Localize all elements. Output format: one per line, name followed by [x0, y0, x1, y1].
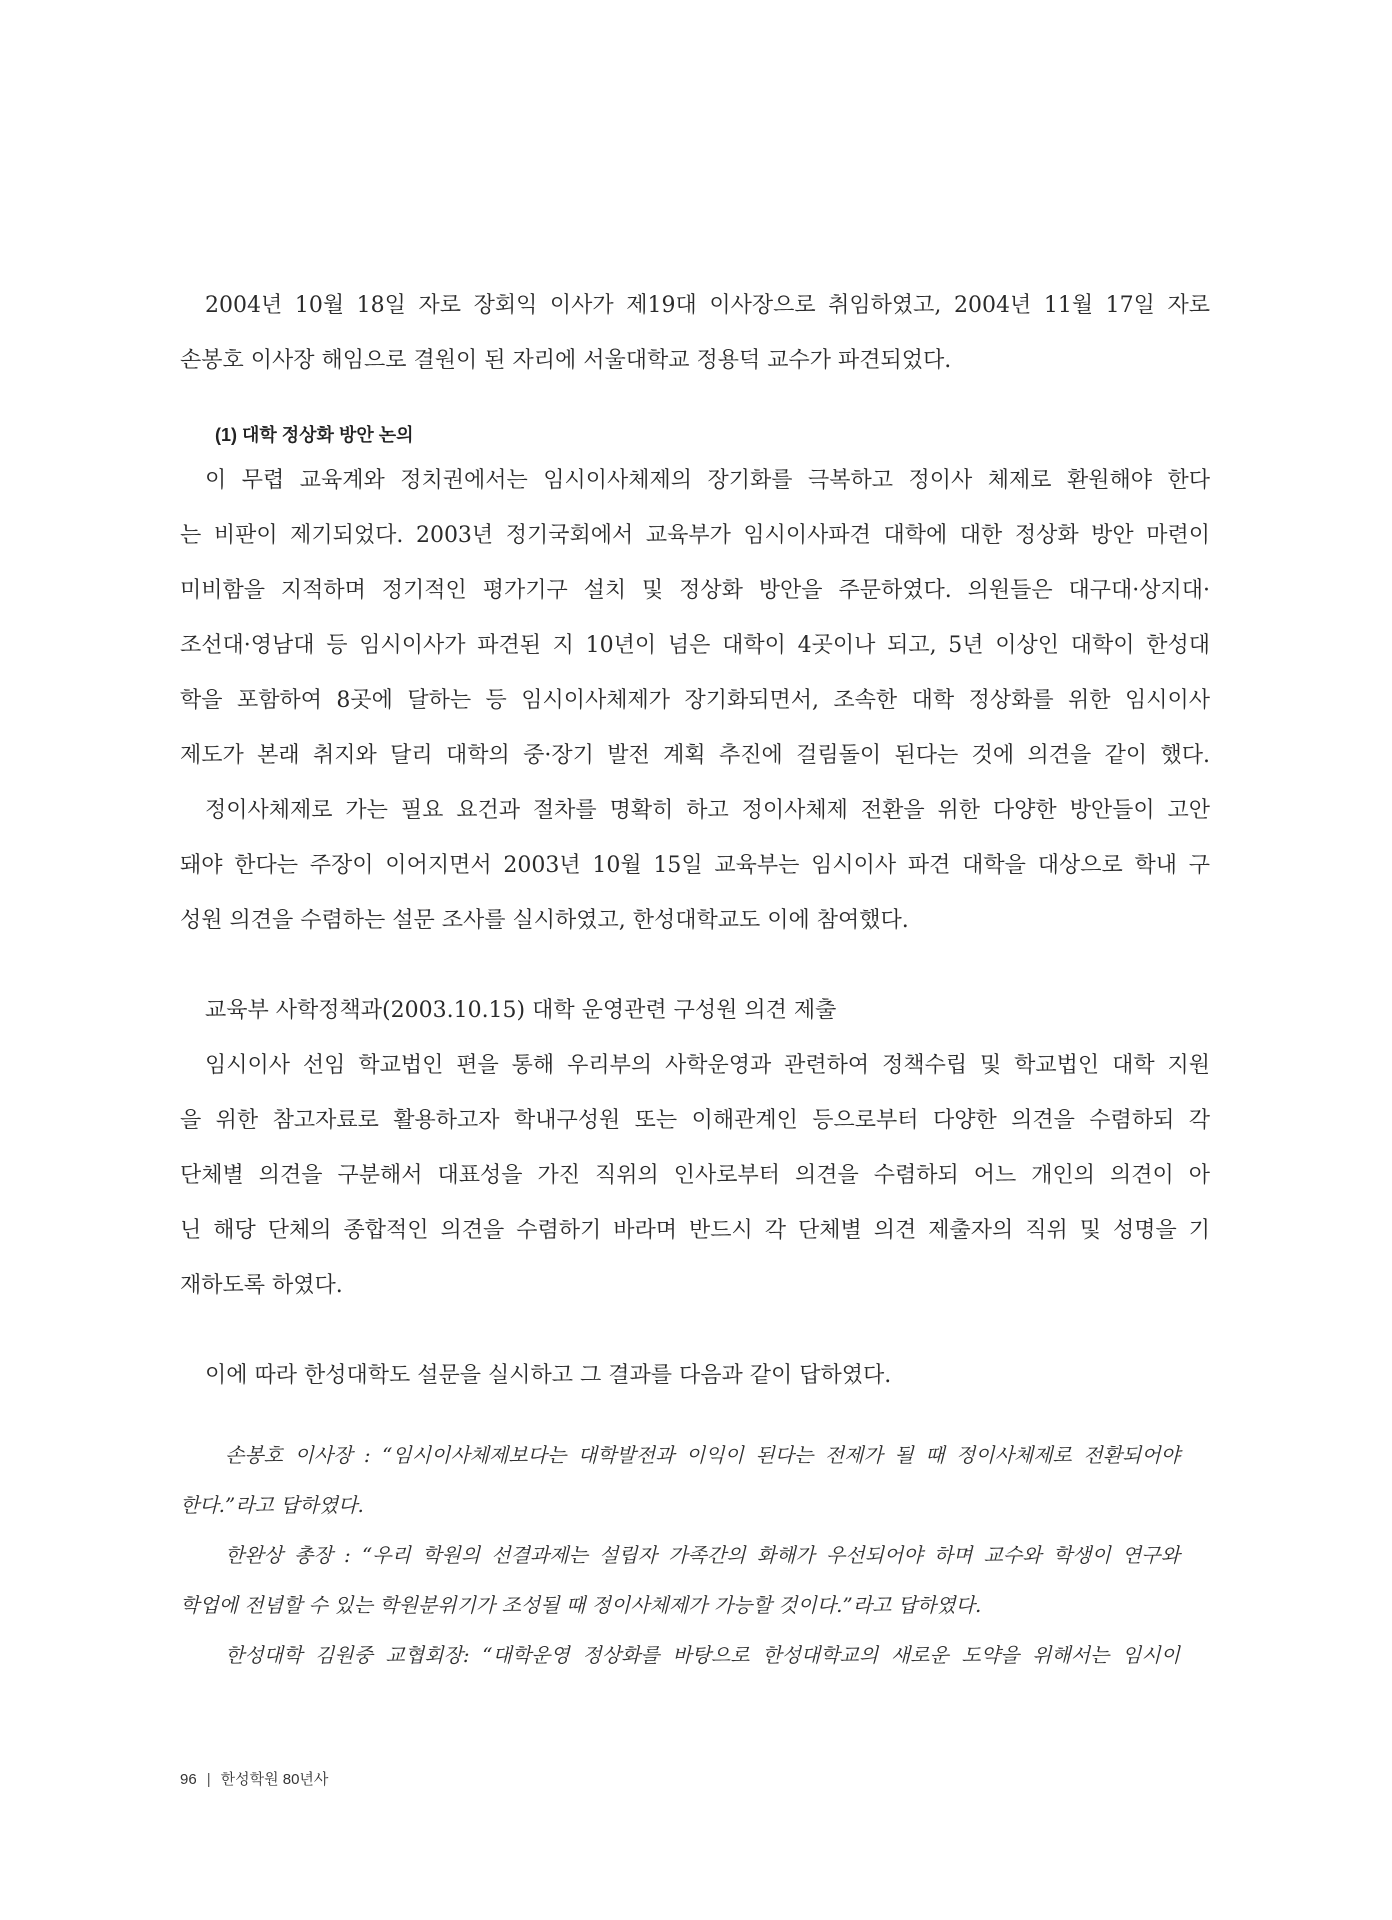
page-footer [180, 1768, 328, 1792]
discussion-line: 학을 포함하여 8곳에 달하는 등 임시이사체제가 장기화되면서, 조속한 대학 정상화를 위한 임시이사 [180, 688, 1210, 713]
intro-line: 손봉호 이사장 해임으로 결원이 된 자리에 서울대학교 정용덕 교수가 파견되었다. [180, 348, 952, 373]
page-number: 96 [180, 1771, 197, 1788]
notice-line: 닌 해당 단체의 종합적인 의견을 수렴하기 바라며 반드시 각 단체별 의견 제출자의 직위 및 성명을 기 [180, 1218, 1210, 1243]
discussion-line: 조선대·영남대 등 임시이사가 파견된 지 10년이 넘은 대학이 4곳이나 되고, 5년 이상인 대학이 한성대 [180, 633, 1210, 658]
response-line: 한완상 총장 : “우리 학원의 선결과제는 설립자 가족간의 화해가 우선되어야 하며 교수와 학생이 연구와 [225, 1543, 1180, 1567]
intro-line: 2004년 10월 18일 자로 장회익 이사가 제19대 이사장으로 취임하였고, 2004년 11월 17일 자로 [205, 293, 1210, 318]
notice-line: 임시이사 선임 학교법인 편을 통해 우리부의 사학운영과 관련하여 정책수립 및 학교법인 대학 지원 [205, 1053, 1210, 1078]
response-line: 한다.”라고 답하였다. [180, 1493, 364, 1517]
demand-line: 돼야 한다는 주장이 이어지면서 2003년 10월 15일 교육부는 임시이사 파견 대학을 대상으로 학내 구 [180, 853, 1210, 878]
demand-line: 정이사체제로 가는 필요 요건과 절차를 명확히 하고 정이사체제 전환을 위한 다양한 방안들이 고안 [205, 798, 1210, 823]
demand-line: 성원 의견을 수렴하는 설문 조사를 실시하였고, 한성대학교도 이에 참여했다. [180, 908, 909, 933]
notice-line: 을 위한 참고자료로 활용하고자 학내구성원 또는 이해관계인 등으로부터 다양한 의견을 수렴하되 각 [180, 1108, 1210, 1133]
discussion-line: 미비함을 지적하며 정기적인 평가기구 설치 및 정상화 방안을 주문하였다. 의원들은 대구대·상지대· [180, 578, 1210, 603]
notice-line: 단체별 의견을 구분해서 대표성을 가진 직위의 인사로부터 의견을 수렴하되 어느 개인의 의견이 아 [180, 1163, 1210, 1188]
result-intro: 이에 따라 한성대학도 설문을 실시하고 그 결과를 다음과 같이 답하였다. [205, 1363, 892, 1388]
notice-title: 교육부 사학정책과(2003.10.15) 대학 운영관련 구성원 의견 제출 [205, 998, 837, 1023]
response-line: 손봉호 이사장 : “임시이사체제보다는 대학발전과 이익이 된다는 전제가 될 때 정이사체제로 전환되어야 [225, 1443, 1180, 1467]
discussion-line: 이 무렵 교육계와 정치권에서는 임시이사체제의 장기화를 극복하고 정이사 체제로 환원해야 한다 [205, 468, 1210, 493]
response-line: 한성대학 김원중 교협회장: “대학운영 정상화를 바탕으로 한성대학교의 새로운 도약을 위해서는 임시이 [225, 1643, 1180, 1667]
discussion-line: 는 비판이 제기되었다. 2003년 정기국회에서 교육부가 임시이사파견 대학에 대한 정상화 방안 마련이 [180, 523, 1210, 548]
notice-line: 재하도록 하였다. [180, 1273, 343, 1298]
response-line: 학업에 전념할 수 있는 학원분위기가 조성될 때 정이사체제가 가능할 것이다.”라고 답하였다. [180, 1593, 982, 1617]
book-title: 한성학원 80년사 [220, 1771, 329, 1788]
footer-separator: | [206, 1771, 211, 1788]
section-heading: (1) 대학 정상화 방안 논의 [215, 425, 414, 445]
discussion-line: 제도가 본래 취지와 달리 대학의 중·장기 발전 계획 추진에 걸림돌이 된다는 것에 의견을 같이 했다. [180, 743, 1210, 768]
